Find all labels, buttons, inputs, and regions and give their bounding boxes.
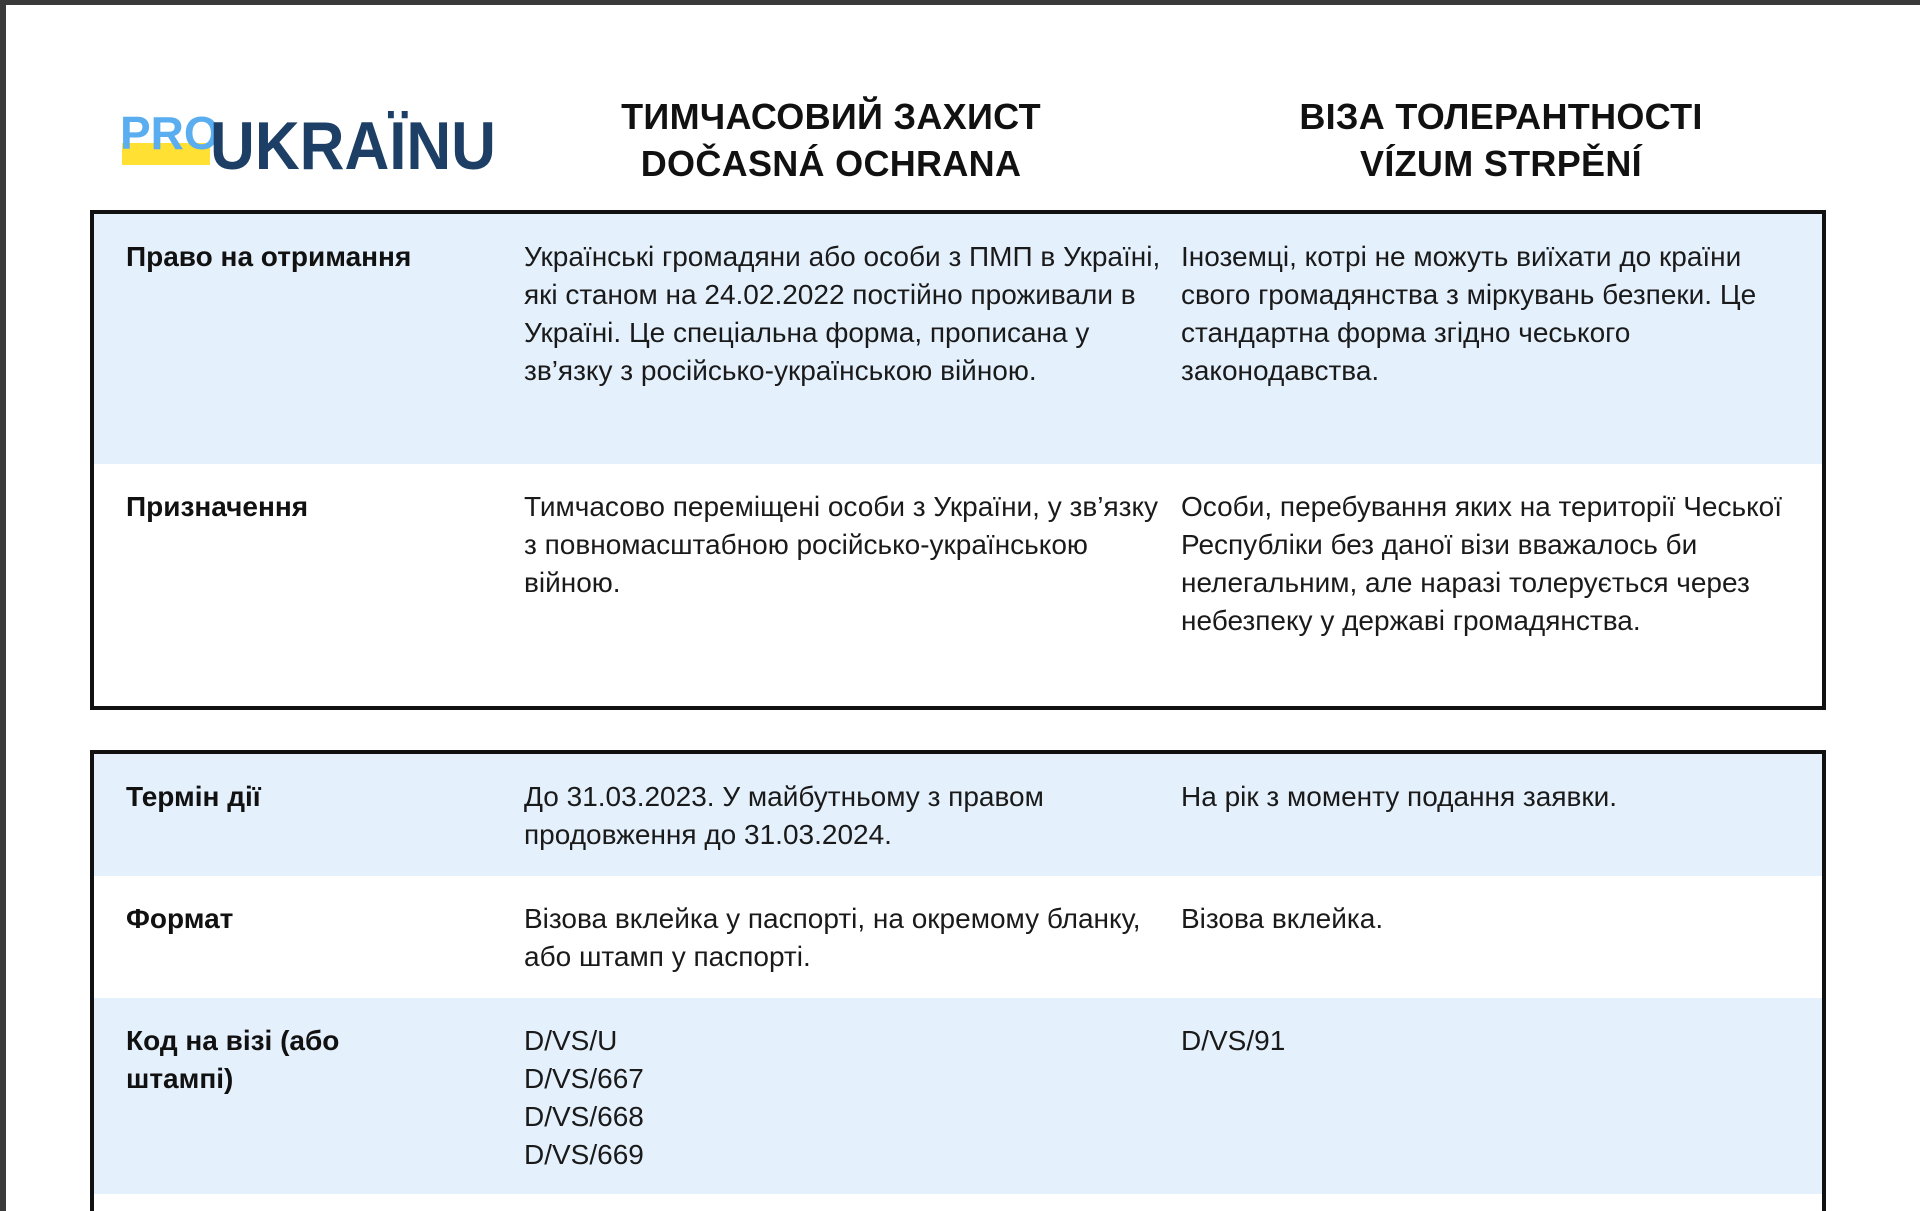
column-title-line-cz: DOČASNÁ OCHRANA: [640, 143, 1022, 184]
column-title-line-cz: VÍZUM STRPĚNÍ: [1360, 143, 1642, 184]
comparison-table-1: [90, 210, 1826, 710]
table-row-format: [94, 876, 1822, 998]
visa-code: D/VS/669: [524, 1139, 644, 1170]
cell-tolerance-visa: D/VS/91: [1181, 1025, 1286, 1056]
row-label: Термін дії: [126, 781, 261, 812]
column-title-tolerance-visa: [1241, 93, 1761, 187]
visa-code: D/VS/U: [524, 1025, 618, 1056]
cell-temporary-protection: До 31.03.2023. У майбутньому з правом продовження до 31.03.2024.: [524, 781, 1044, 850]
row-label: Код на візі (або штампі): [126, 1025, 340, 1094]
visa-code: D/VS/667: [524, 1063, 644, 1094]
column-title-line-uk: ТИМЧАСОВИЙ ЗАХИСТ: [621, 96, 1041, 137]
logo-name-text: UKRAЇNU: [210, 108, 496, 177]
cell-temporary-protection: [524, 1022, 1164, 1174]
header: [6, 5, 1920, 210]
visa-code: D/VS/668: [524, 1101, 644, 1132]
table-row-validity: [94, 754, 1822, 876]
table-row-visa-code: [94, 998, 1822, 1194]
cell-tolerance-visa: Особи, перебування яких на території Чеської Республіки без даної візи вважалось би нелегальним, але наразі толерується через небезпеку у державі громадянства.: [1181, 491, 1783, 636]
table-row-purpose: [94, 464, 1822, 706]
comparison-table-2: [90, 750, 1826, 1211]
column-title-temporary-protection: [576, 93, 1086, 187]
column-title-line-uk: ВІЗА ТОЛЕРАНТНОСТІ: [1299, 96, 1703, 137]
cell-tolerance-visa: На рік з моменту подання заявки.: [1181, 781, 1618, 812]
table-row-eligibility: [94, 214, 1822, 464]
cell-temporary-protection: Візова вклейка у паспорті, на окремому бланку, або штамп у паспорті.: [524, 903, 1141, 972]
cell-temporary-protection: Тимчасово переміщені особи з України, у зв’язку з повномасштабною російсько-українською війною.: [524, 491, 1159, 598]
pro-ukrainu-logo: [118, 97, 498, 177]
row-label: Право на отримання: [126, 241, 412, 272]
cell-tolerance-visa: Візова вклейка.: [1181, 903, 1384, 934]
document-page: [6, 5, 1920, 1211]
row-label: Призначення: [126, 491, 309, 522]
logo-pro-text: PRO: [120, 107, 220, 159]
cell-tolerance-visa: Іноземці, котрі не можуть виїхати до країни свого громадянства з міркувань безпеки. Це стандартна форма згідно чеського законодавства.: [1181, 241, 1757, 386]
cell-temporary-protection: Українські громадяни або особи з ПМП в Україні, які станом на 24.02.2022 постійно проживали в Україні. Це спеціальна форма, прописана у зв’язку з російсько-українською війною.: [524, 241, 1161, 386]
row-label: Формат: [126, 903, 234, 934]
